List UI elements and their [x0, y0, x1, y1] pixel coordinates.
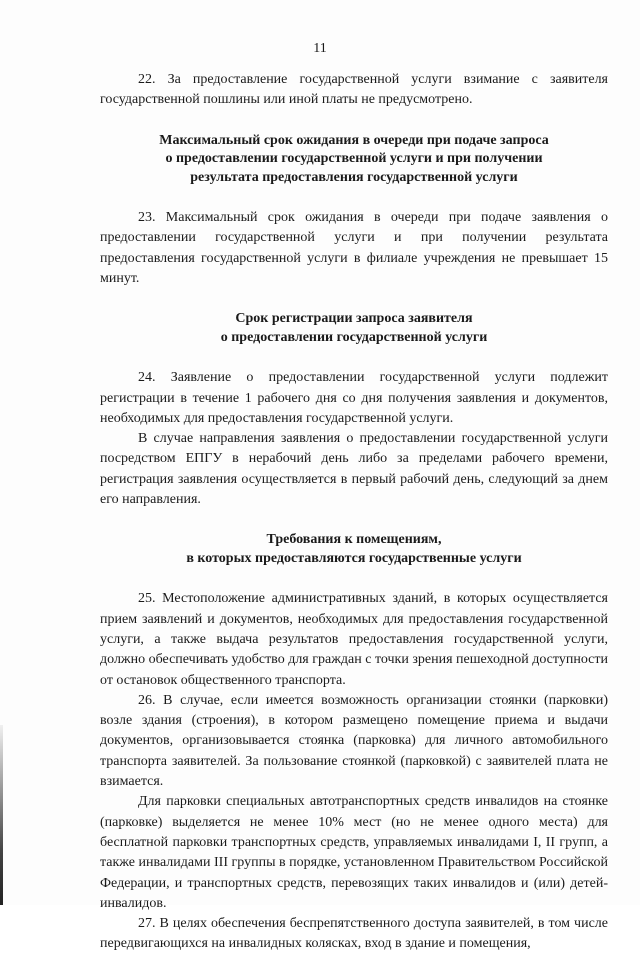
paragraph-27: 27. В целях обеспечения беспрепятственного доступа заявителей, в том числе передвигающихся на инвалидных колясках, вход в здание и помещения, — [100, 916, 608, 952]
heading-registration-term — [100, 310, 608, 347]
heading-line: о предоставлении государственной услуги и при получении — [165, 151, 543, 167]
paragraph-24: 24. Заявление о предоставлении государственной услуги подлежит регистрации в течение 1 рабочего дня со дня получения заявления и документов, необходимых для предоставления государственной услуги. — [100, 370, 608, 426]
heading-line: о предоставлении государственной услуги — [220, 329, 488, 345]
heading-line: в которых предоставляются государственные услуги — [186, 550, 522, 566]
paragraph-26-disabled-parking: Для парковки специальных автотранспортных средств инвалидов на стоянке (парковке) выделяется не менее 10% мест (но не менее одного места) для бесплатной парковки транспортных средств, управляемых инвалидами I, II групп, а также инвалидами III группы в порядке, установленном Правительством Российской Федерации, и транспортных средств, перевозящих таких инвалидов и (или) детей-инвалидов. — [100, 794, 608, 911]
paragraph-25: 25. Местоположение административных зданий, в которых осуществляется прием заявлений и документов, необходимых для предоставления государственной услуги, а также выдача результатов предоставления государственной услуги, должно обеспечивать удобство для граждан с точки зрения пешеходной доступности от остановок общественного транспорта. — [100, 591, 608, 688]
paragraph-23: 23. Максимальный срок ожидания в очереди при подаче заявления о предоставлении государственной услуги и при получении результата предоставления государственной услуги в филиале учреждения не превышает 15 минут. — [100, 210, 608, 286]
heading-line: Срок регистрации запроса заявителя — [235, 311, 473, 327]
paragraph-24-epgu: В случае направления заявления о предоставлении государственной услуги посредством ЕПГУ в нерабочий день либо за пределами рабочего времени, регистрация заявления осуществляется в первый рабочий день, следующий за днем его направления. — [100, 431, 608, 508]
paragraph-26: 26. В случае, если имеется возможность организации стоянки (парковки) возле здания (строения), в котором размещено помещение приема и выдачи документов, организовывается стоянка (парковка) для личного автомобильного транспорта заявителей. За пользование стоянкой (парковкой) с заявителей плата не взимается. — [100, 692, 608, 790]
document-body — [100, 70, 608, 955]
paragraph-22: 22. За предоставление государственной услуги взимание с заявителя государственной пошлины или иной платы не предусмотрено. — [100, 72, 608, 108]
page-number: 11 — [313, 41, 327, 56]
heading-line: Требования к помещениям, — [266, 532, 442, 548]
heading-line: Максимальный срок ожидания в очереди при подаче запроса — [159, 132, 549, 148]
scan-edge-shadow — [0, 725, 3, 905]
heading-premises-requirements — [100, 531, 608, 568]
heading-line: результата предоставления государственной услуги — [190, 169, 518, 185]
heading-queue-wait-time — [100, 132, 608, 188]
